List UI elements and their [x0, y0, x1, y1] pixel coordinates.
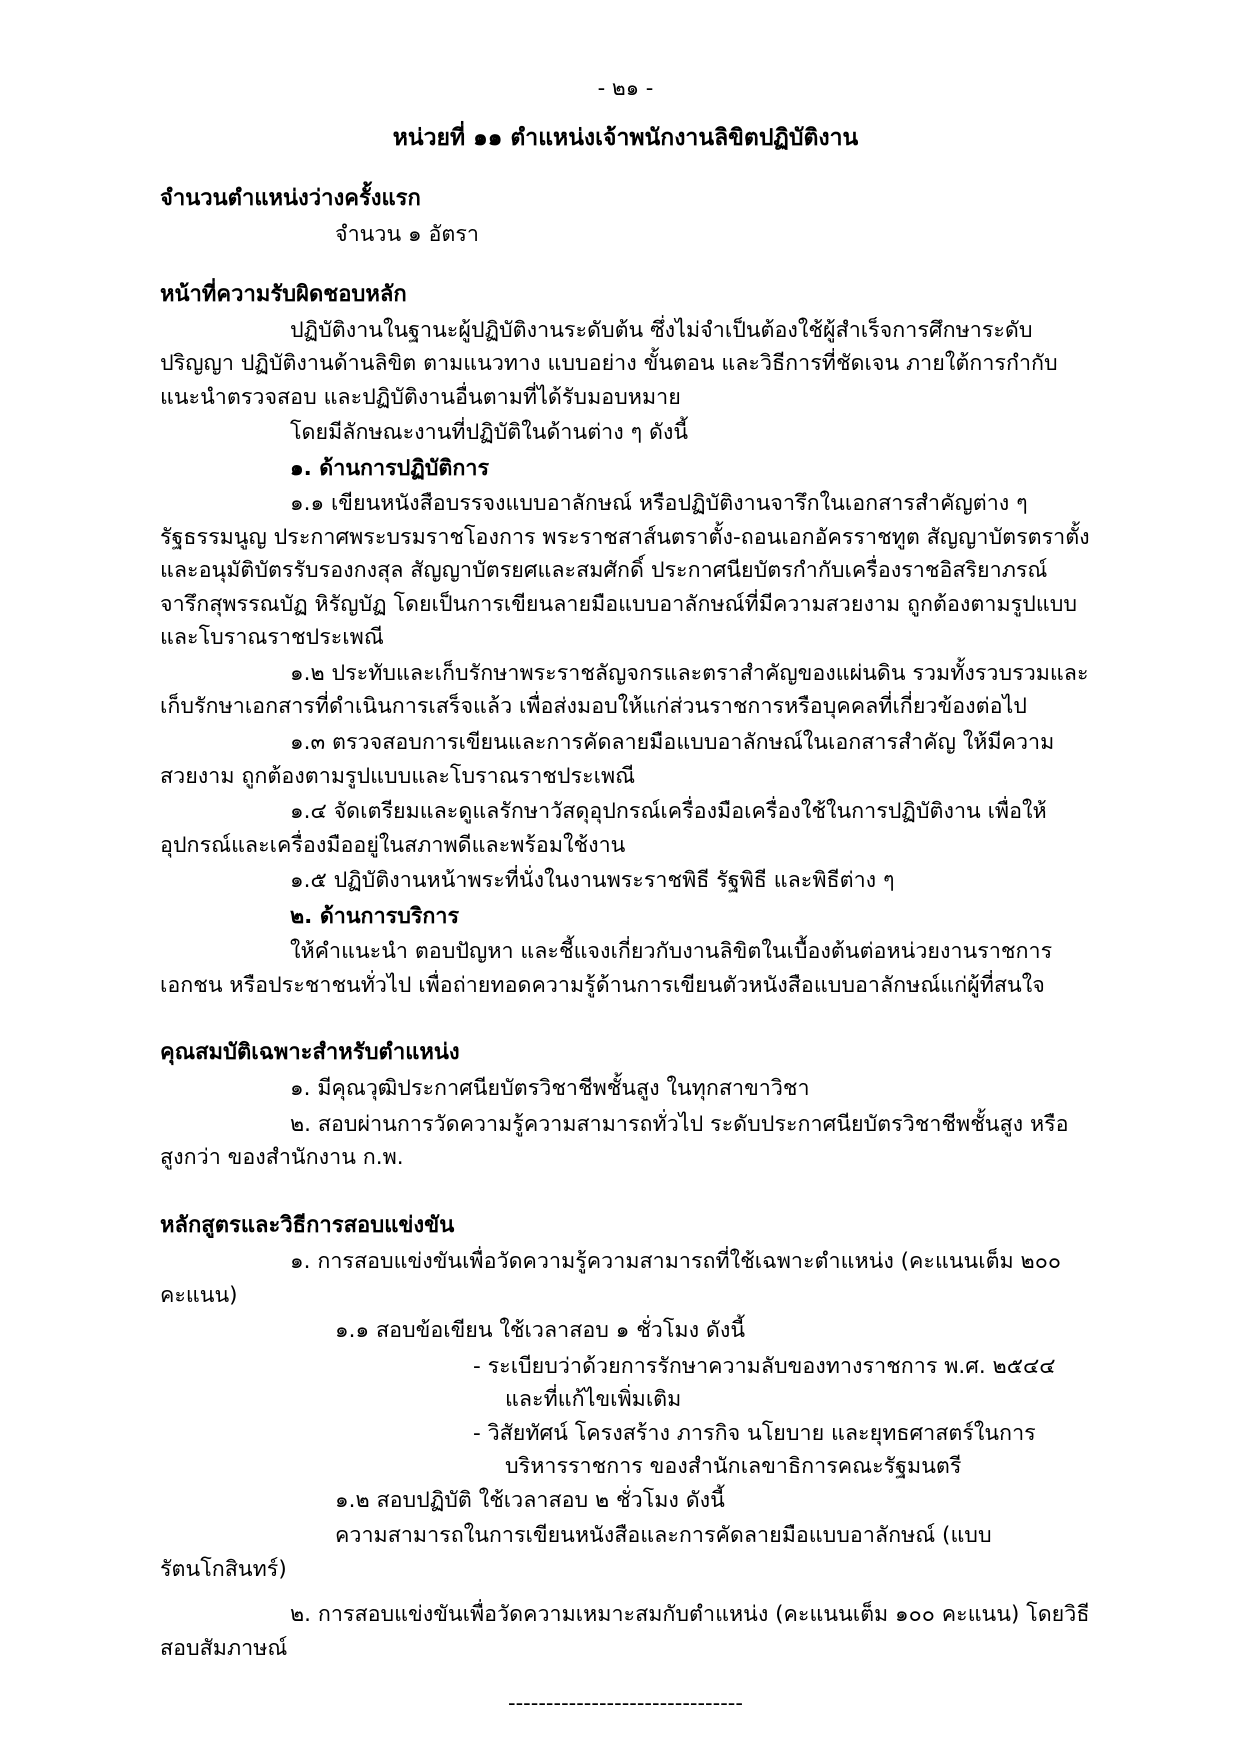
spacer: [160, 1004, 1091, 1022]
exam-dash-item-1: - ระเบียบว่าด้วยการรักษาความลับของทางราชการ พ.ศ. ๒๕๔๔ และที่แก้ไขเพิ่มเติม: [473, 1353, 1056, 1413]
exam-item-1-1: ๑.๑ สอบข้อเขียน ใช้เวลาสอบ ๑ ชั่วโมง ดังนี้: [335, 1318, 746, 1344]
duties-item-1-3: ๑.๓ ตรวจสอบการเขียนและการคัดลายมือแบบอาลักษณ์ในเอกสารสำคัญ ให้มีความสวยงาม ถูกต้องตามรูปแบบและโบราณราชประเพณี: [160, 729, 1055, 789]
qualification-item-1: ๑. มีคุณวุฒิประกาศนียบัตรวิชาชีพชั้นสูง ในทุกสาขาวิชา: [290, 1076, 810, 1102]
exam-item-1-2: ๑.๒ สอบปฏิบัติ ใช้เวลาสอบ ๒ ชั่วโมง ดังนี้: [335, 1487, 725, 1513]
spacer: [160, 1177, 1091, 1195]
section-heading-vacancy: จำนวนตำแหน่งว่างครั้งแรก: [160, 185, 421, 211]
duties-paragraph-2: โดยมีลักษณะงานที่ปฏิบัติในด้านต่าง ๆ ดังนี้: [290, 420, 689, 446]
duties-item-1-5: ๑.๕ ปฏิบัติงานหน้าพระที่นั่งในงานพระราชพิธี รัฐพิธี และพิธีต่าง ๆ: [290, 868, 895, 894]
exam-item-1-2-sub: ความสามารถในการเขียนหนังสือและการคัดลายมือแบบอาลักษณ์ (แบบรัตนโกสินทร์): [160, 1523, 992, 1582]
vacancy-count: จำนวน ๑ อัตรา: [335, 221, 479, 247]
exam-dash-item-2: - วิสัยทัศน์ โครงสร้าง ภารกิจ นโยบาย และยุทธศาสตร์ในการบริหารราชการ ของสำนักเลขาธิการคณะรัฐมนตรี: [473, 1420, 1036, 1480]
duties-topic-1: ๑. ด้านการปฏิบัติการ: [290, 455, 490, 481]
duties-topic-2: ๒. ด้านการบริการ: [290, 903, 460, 929]
page-title: หน่วยที่ ๑๑ ตำแหน่งเจ้าพนักงานลิขิตปฏิบัติงาน: [392, 125, 859, 152]
exam-item-1: ๑. การสอบแข่งขันเพื่อวัดความรู้ความสามารถที่ใช้เฉพาะตำแหน่ง (คะแนนเต็ม ๒๐๐ คะแนน): [160, 1249, 1061, 1308]
page-number: - ๒๑ -: [597, 76, 654, 100]
section-heading-duties: หน้าที่ความรับผิดชอบหลัก: [160, 281, 407, 307]
duties-item-1-2: ๑.๒ ประทับและเก็บรักษาพระราชลัญจกรและตราสำคัญของแผ่นดิน รวมทั้งรวบรวมและเก็บรักษาเอกสารที่ดำเนินการเสร็จแล้ว เพื่อส่งมอบให้แก่ส่วนราชการหรือบุคคลที่เกี่ยวข้องต่อไป: [160, 660, 1089, 720]
section-heading-exam: หลักสูตรและวิธีการสอบแข่งขัน: [160, 1212, 455, 1238]
footer-divider: -------------------------------: [508, 1691, 743, 1716]
exam-item-2: ๒. การสอบแข่งขันเพื่อวัดความเหมาะสมกับตำแหน่ง (คะแนนเต็ม ๑๐๐ คะแนน) โดยวิธีสอบสัมภาษณ์: [160, 1602, 1090, 1661]
spacer: [160, 1588, 1091, 1598]
spacer: [160, 254, 1091, 264]
duties-paragraph-1: ปฏิบัติงานในฐานะผู้ปฏิบัติงานระดับต้น ซึ่งไม่จำเป็นต้องใช้ผู้สำเร็จการศึกษาระดับปริญญา ปฏิบัติงานด้านลิขิต ตามแนวทาง แบบอย่าง ขั้นตอน และวิธีการที่ชัดเจน ภายใต้การกำกับ แนะนำตรวจสอบ และปฏิบัติงานอื่นตามที่ได้รับมอบหมาย: [160, 317, 1058, 410]
qualification-item-2: ๒. สอบผ่านการวัดความรู้ความสามารถทั่วไป ระดับประกาศนียบัตรวิชาชีพชั้นสูง หรือสูงกว่า ของสำนักงาน ก.พ.: [160, 1111, 1069, 1171]
duties-item-2-text: ให้คำแนะนำ ตอบปัญหา และชี้แจงเกี่ยวกับงานลิขิตในเบื้องต้นต่อหน่วยงานราชการ เอกชน หรือประชาชนทั่วไป เพื่อถ่ายทอดความรู้ด้านการเขียนตัวหนังสือแบบอาลักษณ์แก่ผู้ที่สนใจ: [160, 939, 1053, 998]
section-heading-qualifications: คุณสมบัติเฉพาะสำหรับตำแหน่ง: [160, 1040, 460, 1066]
duties-item-1-4: ๑.๔ จัดเตรียมและดูแลรักษาวัสดุอุปกรณ์เครื่องมือเครื่องใช้ในการปฏิบัติงาน เพื่อให้อุปกรณ์และเครื่องมืออยู่ในสภาพดีและพร้อมใช้งาน: [160, 799, 1047, 858]
duties-item-1-1: ๑.๑ เขียนหนังสือบรรจงแบบอาลักษณ์ หรือปฏิบัติงานจารึกในเอกสารสำคัญต่าง ๆ รัฐธรรมนูญ ประกาศพระบรมราชโองการ พระราชสาส์นตราตั้ง-ถอนเอกอัครราชทูต สัญญาบัตรตราตั้งและอนุมัติบัตรรับรองกงสุล สัญญาบัตรยศและสมศักดิ์ ประกาศนียบัตรกำกับเครื่องราชอิสริยาภรณ์ จารึกสุพรรณบัฏ หิรัญบัฏ โดยเป็นการเขียนลายมือแบบอาลักษณ์ที่มีความสวยงาม ถูกต้องตามรูปแบบและโบราณราชประเพณี: [160, 491, 1090, 651]
